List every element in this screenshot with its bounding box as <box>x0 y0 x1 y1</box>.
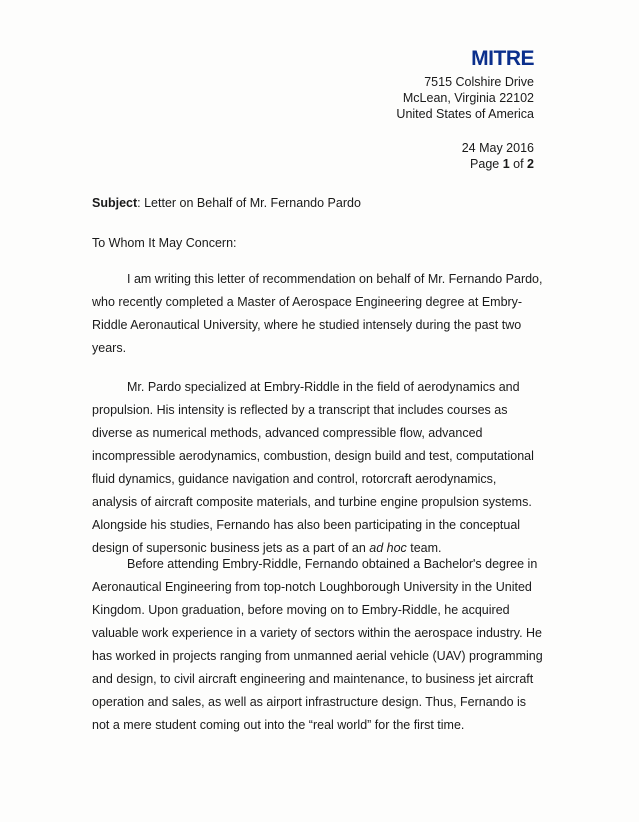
paragraph-2-after-italic: team. <box>406 541 442 555</box>
subject-label: Subject <box>92 196 138 210</box>
paragraph-2-before-italic: Mr. Pardo specialized at Embry-Riddle in the field of aerodynamics and propulsion. His intensity is reflected by a transcript that includes courses as diverse as numerical methods, advanced compressible flow, advanced incompressible aerodynamics, combustion, design build and test, computational fluid dynamics, guidance navigation and control, rotorcraft aerodynamics, analysis of aircraft composite materials, and turbine engine propulsion systems. Alongside his studies, Fernando has also been participating in the conceptual design of supersonic business jets as a part of an <box>92 380 534 555</box>
paragraph-3-text: Before attending Embry-Riddle, Fernando obtained a Bachelor's degree in Aeronautical Engineering from top-notch Loughborough University in the United Kingdom. Upon graduation, before moving on to Embry-Riddle, he acquired valuable work experience in a variety of sectors within the aerospace industry. He has worked in projects ranging from unmanned aerial vehicle (UAV) programming and design, to civil aircraft engineering and maintenance, to business jet aircraft operation and sales, as well as airport infrastructure design. Thus, Fernando is not a mere student coming out into the “real world” for the first time. <box>92 557 543 732</box>
page-prefix: Page <box>470 157 503 171</box>
paragraph-2 <box>92 376 544 560</box>
page-total: 2 <box>527 157 534 171</box>
address-line-country: United States of America <box>396 107 534 121</box>
page-current: 1 <box>502 157 510 171</box>
page-number <box>396 156 534 172</box>
paragraph-1 <box>92 268 544 360</box>
paragraph-3 <box>92 553 544 737</box>
address-line-street: 7515 Colshire Drive <box>424 75 534 89</box>
subject-text: : Letter on Behalf of Mr. Fernando Pardo <box>137 196 361 210</box>
page-of: of <box>509 157 528 171</box>
letter-date: 24 May 2016 <box>461 141 534 155</box>
paragraph-2-text <box>92 376 544 560</box>
paragraph-2-italic: ad hoc <box>369 541 407 555</box>
letterhead <box>396 48 534 172</box>
paragraph-1-text: I am writing this letter of recommendation on behalf of Mr. Fernando Pardo, who recently completed a Master of Aerospace Engineering degree at Embry-Riddle Aeronautical University, where he studied intensely during the past two years. <box>92 272 543 355</box>
salutation: To Whom It May Concern: <box>92 236 237 250</box>
subject-line <box>92 192 544 215</box>
address-line-city: McLean, Virginia 22102 <box>402 91 534 105</box>
mitre-logo: MITRE <box>471 47 534 70</box>
